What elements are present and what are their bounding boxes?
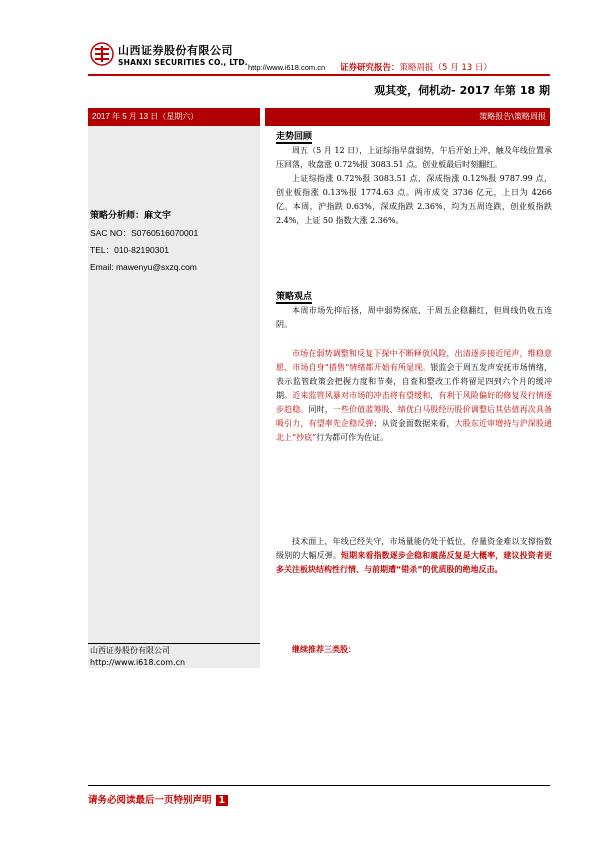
category-bar: 策略报告\策略周报: [265, 108, 550, 126]
analyst-tel: TEL：010-82190301: [90, 245, 169, 255]
review-paragraph-2: 上证综指涨 0.72%报 3083.51 点，深成指涨 0.12%报 9787.99 点，创业板指涨 0.13%报 1774.63 点。两市成交 3736 亿元，上日为 4266 亿。本周，沪指跌 0.63%，深成指跌 2.36%，均为五周连跌，创业板指跌 2.4%，上证 50 指数大涨 2.36%。: [276, 174, 552, 225]
sidebar-panel: [88, 108, 260, 668]
company-name-en: SHANXI SECURITIES CO., LTD.: [118, 58, 248, 67]
footer-divider: [88, 785, 550, 786]
recommend-heading: 继续推荐三类股：: [292, 645, 356, 654]
review-paragraph-1: 周五（5 月 12 日），上证综指早盘弱势，午后开始上冲，触及年线位置承压回落，收盘涨 0.72%报 3083.51 点。创业板最后时刻翻红。: [276, 146, 552, 169]
date-bar: 2017 年 5 月 13 日（星期六）: [88, 108, 260, 126]
report-type: 证券研究报告：: [340, 63, 400, 73]
view-paragraph-2: 市场在弱势调整和反复下探中不断释放风险，出清逐步接近尾声，维稳意愿、市场自身“措售”情绪都开始有所显现。银监会于周五发声安抚市场情绪，表示监管政策会把握力度和节奏，自查和整改工作将留足四到六个月的缓冲期。近来监管风暴对市场的冲击将有望缓和，有利于风险偏好的修复及行情逐步趋稳。同时，一些价值蓝筹股、绩优白马股经历股价调整后其估值再次具备吸引力，有望率先企稳反弹；从资金面数据来看，大股东近审增持与沪深股通北上“抄底”行为都可作为佐证。: [276, 349, 553, 442]
company-logo: [90, 42, 114, 66]
sidebar-footer: [90, 645, 185, 669]
company-name-cn: 山西证券股份有限公司: [118, 44, 233, 57]
analyst-info: [90, 208, 198, 276]
strategy-view: [276, 290, 552, 332]
sidebar-foot-divider: [88, 643, 260, 644]
analyst-sac: SAC NO：S0760516070001: [90, 228, 199, 238]
header-report-title: [340, 61, 492, 73]
header-divider: [88, 74, 550, 76]
disclaimer-text: 请务必阅读最后一页特别声明: [88, 795, 212, 806]
view-paragraph-2-block: [276, 347, 552, 445]
report-name: 策略周报（5 月 13 日）: [399, 63, 492, 73]
sidebar-foot-company: 山西证券股份有限公司: [90, 646, 170, 655]
view-paragraph-3: 技术面上，年线已经失守，市场量能仍处于低位，存量资金难以支撑指数级别的大幅反弹。短期来看指数逐步企稳和震荡反复是大概率，建议投资者更多关注板块结构性行情、与前期遭“错杀”的优质股的绝地反击。: [276, 537, 552, 574]
sidebar-foot-url[interactable]: http://www.i618.com.cn: [90, 658, 186, 667]
footer-disclaimer: [88, 792, 228, 806]
header-url[interactable]: http://www.i618.com.cn: [248, 63, 326, 72]
recommend-block: [276, 643, 552, 657]
section-title-review: 走势回顾: [276, 132, 313, 142]
view-paragraph-3-block: [276, 535, 552, 577]
section-title-view: 策略观点: [276, 292, 313, 302]
main-content: [276, 130, 552, 228]
analyst-email[interactable]: Email: mawenyu@sxzq.com: [90, 262, 197, 272]
document-title: 观其变，伺机动- 2017 年第 18 期: [374, 84, 550, 97]
analyst-name: 策略分析师：麻文宇: [90, 211, 172, 221]
page-number: 1: [216, 795, 229, 806]
view-paragraph-1: 本周市场先抑后扬，周中弱势探底，于周五企稳翻红，但周线仍收五连阴。: [276, 306, 552, 329]
